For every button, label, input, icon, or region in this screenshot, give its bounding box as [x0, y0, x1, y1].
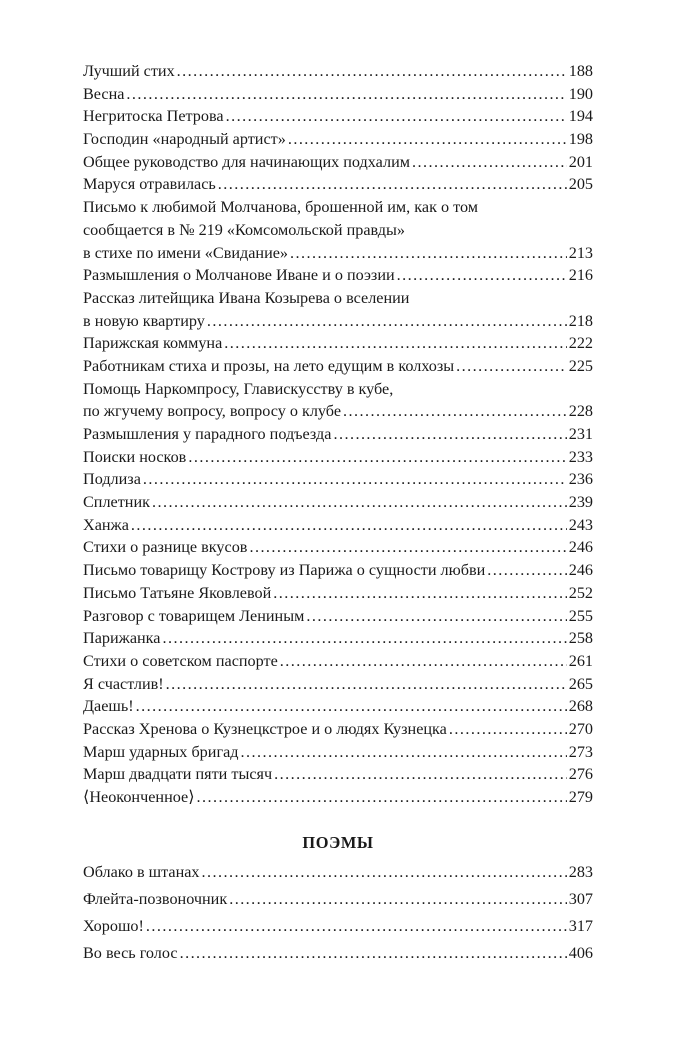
toc-entry-title: Лучший стих [83, 62, 175, 80]
toc-entry[interactable] [83, 741, 593, 764]
toc-entry[interactable] [83, 673, 593, 696]
toc-entry-row [83, 60, 593, 83]
toc-page-number: 265 [568, 674, 593, 693]
toc-entry-row [83, 888, 593, 911]
toc-entry-title: Парижская коммуна [83, 334, 223, 353]
toc-entry-row [83, 151, 593, 174]
toc-entry-row [83, 673, 593, 696]
toc-entry[interactable] [83, 786, 593, 809]
toc-page-number: 279 [568, 788, 593, 806]
dot-leader [160, 627, 566, 650]
toc-page-number: 218 [568, 311, 593, 330]
toc-page-number: 252 [568, 583, 593, 602]
toc-entry-title: Ханжа [83, 515, 129, 534]
toc-entry[interactable] [83, 287, 593, 332]
toc-entry-row [83, 861, 593, 884]
toc-entry[interactable] [83, 378, 593, 423]
toc-page-number: 225 [568, 356, 593, 375]
toc-entry[interactable] [83, 536, 593, 559]
toc-entry-title-line: сообщается в № 219 «Комсомольской правды» [83, 220, 405, 239]
toc-entry[interactable] [83, 128, 593, 151]
toc-page-number: 255 [568, 606, 593, 625]
poems-list [83, 861, 593, 970]
toc-entry-row [83, 718, 593, 741]
dot-leader [222, 332, 566, 355]
toc-entry-title: по жгучему вопросу, вопросу о клубе [83, 402, 342, 421]
toc-entry[interactable] [83, 332, 593, 355]
toc-entry-title: Во весь голос [83, 944, 178, 963]
toc-entry-row [83, 423, 593, 446]
toc-entry-title: Марш двадцати пяти тысяч [83, 765, 273, 784]
dot-leader [304, 605, 566, 628]
dot-leader [195, 786, 567, 809]
toc-page-number: 239 [568, 493, 593, 512]
toc-entry-title: Облако в штанах [83, 862, 200, 881]
toc-entry[interactable] [83, 491, 593, 514]
toc-entry[interactable] [83, 888, 593, 911]
dot-leader [141, 468, 567, 491]
toc-entry[interactable] [83, 60, 593, 83]
dot-leader [271, 582, 566, 605]
toc-entry-title: Я счастлив! [83, 674, 164, 693]
toc-entry-row [83, 446, 593, 469]
toc-entry-title: Размышления о Молчанове Иване и о поэзии [83, 266, 395, 285]
toc-page-number: 188 [568, 62, 593, 80]
toc-page-number: 317 [568, 917, 593, 936]
dot-leader [288, 242, 567, 265]
dot-leader [395, 264, 567, 287]
toc-page-number: 261 [568, 651, 593, 670]
toc-page-number: 406 [568, 944, 593, 963]
toc-entry-title: Даешь! [83, 697, 134, 716]
toc-entry-title: Флейта-позвоночник [83, 889, 228, 908]
dot-leader [186, 446, 566, 469]
dot-leader [227, 888, 567, 911]
toc-entry-title: Рассказ Хренова о Кузнецкстрое и о людях Кузнецка [83, 719, 447, 738]
toc-page-number: 194 [568, 107, 593, 126]
dot-leader [410, 151, 567, 174]
toc-entry[interactable] [83, 264, 593, 287]
toc-page-number: 198 [568, 130, 593, 149]
toc-entry-title: Размышления у парадного подъезда [83, 425, 332, 443]
toc-entry-row [83, 128, 593, 151]
dot-leader [200, 861, 567, 884]
toc-entry-row [83, 173, 593, 196]
dot-leader [341, 400, 567, 423]
dot-leader [247, 536, 566, 559]
toc-entry[interactable] [83, 627, 593, 650]
toc-entry-title: в стихе по имени «Свидание» [83, 243, 289, 262]
toc-entry-title-line: Помощь Наркомпросу, Главискусству в кубе, [83, 379, 394, 398]
toc-entry[interactable] [83, 605, 593, 628]
toc-entry[interactable] [83, 514, 593, 537]
toc-entry-title: Письмо товарищу Кострову из Парижа о сущности любви [83, 561, 486, 580]
toc-entry[interactable] [83, 559, 593, 582]
toc-entry-row [83, 942, 593, 965]
toc-entry[interactable] [83, 582, 593, 605]
toc-entry-row [83, 695, 593, 718]
dot-leader [129, 514, 567, 537]
toc-entry[interactable] [83, 355, 593, 378]
toc-entry-title: Разговор с товарищем Лениным [83, 606, 305, 625]
toc-entry-row [83, 310, 593, 333]
dot-leader [205, 310, 567, 333]
toc-entry[interactable] [83, 942, 593, 965]
toc-entry-row [83, 105, 593, 128]
toc-entry-title: Общее руководство для начинающих подхалим [83, 152, 410, 171]
toc-entry[interactable] [83, 423, 593, 446]
toc-entry-row [83, 786, 593, 809]
toc-page-number: 233 [568, 447, 593, 466]
toc-entry[interactable] [83, 105, 593, 128]
toc-entry-title-line: Письмо к любимой Молчанова, брошенной им, как о том [83, 198, 479, 217]
toc-page-number: 201 [568, 152, 593, 171]
toc-page-number: 213 [568, 243, 593, 262]
toc-page-number: 216 [568, 266, 593, 285]
toc-page-number: 307 [568, 889, 593, 908]
toc-entry-title: Хорошо! [83, 917, 144, 936]
toc-entry-row [83, 763, 593, 786]
toc-entry[interactable] [83, 650, 593, 673]
dot-leader [278, 650, 567, 673]
toc-page-number: 243 [568, 515, 593, 534]
toc-entry-title: Весна [83, 84, 125, 103]
toc-entry-title: Негритоска Петрова [83, 107, 224, 126]
toc-entry-title: Работникам стиха и прозы, на лето едущим в колхозы [83, 356, 455, 375]
toc-page-number: 276 [568, 765, 593, 784]
toc-entry-title: в новую квартиру [83, 311, 205, 330]
toc-entry-row [83, 741, 593, 764]
toc-entry-title: Поиски носков [83, 447, 187, 466]
toc-page-number: 236 [568, 470, 593, 489]
toc-entry[interactable] [83, 83, 593, 106]
dot-leader [286, 128, 567, 151]
toc-entry-row [83, 559, 593, 582]
toc-entry-row [83, 332, 593, 355]
toc-page-number: 190 [568, 84, 593, 103]
toc-entry-row [83, 355, 593, 378]
toc-entry-row [83, 605, 593, 628]
toc-page-number: 258 [568, 629, 593, 648]
toc-entry[interactable] [83, 151, 593, 174]
toc-entry-row [83, 536, 593, 559]
toc-page-number: 205 [568, 175, 593, 194]
toc-entry-title: Парижанка [83, 629, 161, 648]
toc-entry[interactable] [83, 196, 593, 264]
toc-entry-row [83, 400, 593, 423]
toc-entry[interactable] [83, 446, 593, 469]
dot-leader [331, 423, 566, 446]
dot-leader [454, 355, 567, 378]
toc-entry-row [83, 468, 593, 491]
dot-leader [272, 763, 567, 786]
toc-page-number: 273 [568, 742, 593, 761]
dot-leader [144, 915, 567, 938]
toc-entry-title: Письмо Татьяне Яковлевой [83, 583, 272, 602]
dot-leader [124, 83, 566, 106]
toc-entry-title: Марш ударных бригад [83, 742, 239, 761]
toc-entry-row [83, 627, 593, 650]
dot-leader [224, 105, 567, 128]
section-heading-poems: ПОЭМЫ [302, 832, 374, 852]
dot-leader [239, 741, 567, 764]
dot-leader [216, 173, 567, 196]
toc-page-number: 246 [568, 561, 593, 580]
toc-page-number: 228 [568, 402, 593, 421]
toc-entry-title: Маруся отравилась [83, 175, 216, 194]
toc-entry-row [83, 514, 593, 537]
toc-entry-row [83, 650, 593, 673]
dot-leader [485, 559, 566, 582]
toc-entry-row [83, 582, 593, 605]
toc-entry-row [83, 915, 593, 938]
toc-page [83, 60, 593, 969]
toc-entry[interactable] [83, 915, 593, 938]
toc-entry[interactable] [83, 763, 593, 786]
toc-page-number: 246 [568, 538, 593, 557]
toc-entry-row [83, 242, 593, 265]
dot-leader [447, 718, 567, 741]
toc-entry-row [83, 83, 593, 106]
dot-leader [150, 491, 567, 514]
toc-entry-row [83, 491, 593, 514]
toc-entry[interactable] [83, 861, 593, 884]
toc-page-number: 222 [568, 334, 593, 353]
toc-entry-row [83, 264, 593, 287]
toc-page-number: 231 [568, 425, 593, 443]
toc-entry-title: Стихи о разнице вкусов [83, 538, 248, 557]
toc-page-number: 268 [568, 697, 593, 716]
toc-entry-title: Господин «народный артист» [83, 130, 286, 149]
toc-entry-title: Сплетник [83, 493, 150, 512]
dot-leader [134, 695, 567, 718]
toc-list [83, 60, 593, 809]
dot-leader [175, 60, 567, 83]
toc-page-number: 270 [568, 719, 593, 738]
toc-entry[interactable] [83, 468, 593, 491]
toc-entry-title: Стихи о советском паспорте [83, 651, 278, 670]
toc-entry[interactable] [83, 695, 593, 718]
toc-entry-title: ⟨Неоконченное⟩ [83, 788, 195, 806]
toc-entry[interactable] [83, 718, 593, 741]
toc-entry-title-line: Рассказ литейщика Ивана Козырева о вселении [83, 288, 410, 307]
dot-leader [164, 673, 567, 696]
toc-entry-title: Подлиза [83, 470, 141, 489]
toc-entry[interactable] [83, 173, 593, 196]
dot-leader [178, 942, 567, 965]
toc-page-number: 283 [568, 862, 593, 881]
